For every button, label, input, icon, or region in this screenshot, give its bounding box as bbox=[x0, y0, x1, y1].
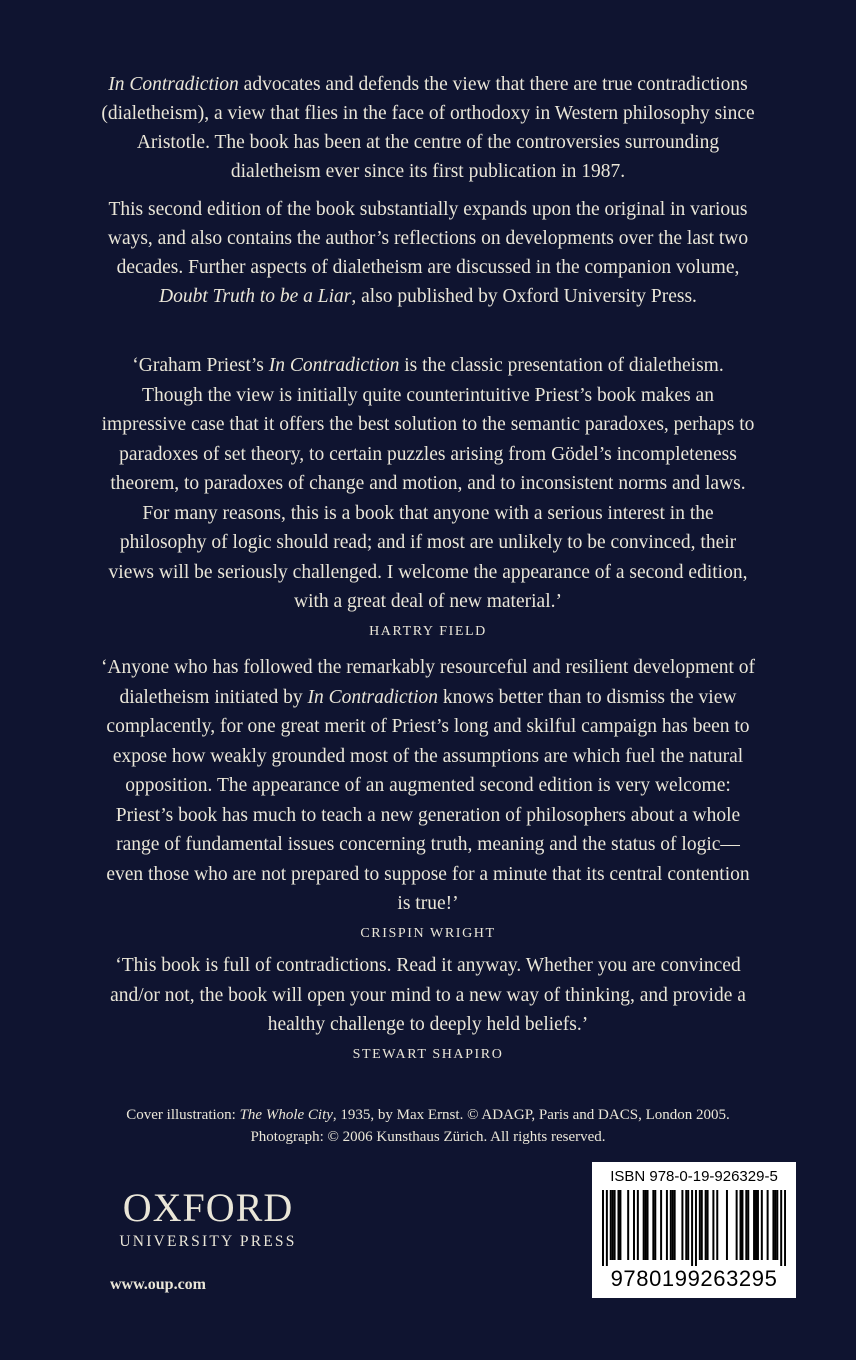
quote-attribution: STEWART SHAPIRO bbox=[352, 1046, 504, 1062]
cover-credits bbox=[100, 1104, 756, 1148]
barcode-bar bbox=[672, 1190, 674, 1260]
barcode-bar bbox=[612, 1190, 614, 1260]
barcode-bar bbox=[745, 1190, 747, 1260]
barcode-bar bbox=[666, 1190, 668, 1260]
barcode-bar bbox=[645, 1190, 647, 1260]
credits-line-2 bbox=[250, 1129, 605, 1145]
barcode-bar bbox=[627, 1190, 629, 1260]
barcode-bar bbox=[736, 1190, 738, 1260]
barcode-bar bbox=[761, 1190, 763, 1260]
barcode-bar bbox=[647, 1190, 649, 1260]
isbn-label: ISBN 978-0-19-926329-5 bbox=[610, 1168, 778, 1185]
text-segment: ‘This book is full of contradictions. Read it anyway. Whether you are convinced and/or not, the book will open your mind to a new way of thinking, and provide a healthy challenge to deeply held beliefs.’ bbox=[110, 955, 746, 1035]
text-segment: advocates and defends the view that there are true contradictions (dialetheism), a view that flies in the face of orthodoxy in Western philosophy since Aristotle. The book has been at the centre of the controversies surrounding dialetheism ever since its first publication in 1987. bbox=[101, 74, 755, 182]
barcode-bar bbox=[701, 1190, 703, 1260]
text-segment: ‘Graham Priest’s bbox=[132, 355, 269, 376]
barcode-bar bbox=[614, 1190, 616, 1260]
review-quote-field bbox=[100, 351, 756, 645]
publisher-logo bbox=[108, 1184, 308, 1252]
blurb-paragraph-2 bbox=[100, 195, 756, 311]
review-quote-shapiro bbox=[100, 951, 756, 1068]
publisher-subtitle: UNIVERSITY PRESS bbox=[119, 1233, 297, 1250]
barcode-bar bbox=[674, 1190, 676, 1260]
barcode-bar bbox=[740, 1190, 742, 1260]
blurb-paragraph-1 bbox=[100, 70, 756, 186]
quote-text bbox=[102, 355, 755, 612]
barcode-bar bbox=[637, 1190, 639, 1260]
text-segment: This second edition of the book substantially expands upon the original in various ways, and also contains the author’s reflections on developments over the last two decades. Further aspects of dialetheism are discussed in the companion volume, bbox=[107, 199, 749, 278]
barcode-bar bbox=[705, 1190, 707, 1260]
barcode-bar bbox=[757, 1190, 759, 1260]
barcode-bar bbox=[780, 1190, 782, 1266]
text-segment: , also published by Oxford University Press. bbox=[351, 286, 697, 307]
quote-text bbox=[110, 955, 746, 1035]
barcode-bar bbox=[660, 1190, 662, 1260]
barcode-bar bbox=[707, 1190, 709, 1260]
barcode-bar bbox=[619, 1190, 621, 1260]
ean-digits: 9780199263295 bbox=[610, 1266, 778, 1291]
quote-attribution: HARTRY FIELD bbox=[369, 623, 487, 639]
barcode-bar bbox=[716, 1190, 718, 1260]
barcode-bar bbox=[654, 1190, 656, 1260]
italic-title-text: Doubt Truth to be a Liar bbox=[159, 286, 352, 307]
text-segment: knows better than to dismiss the view complacently, for one great merit of Priest’s long and skilful campaign has been to expose how weakly grounded most of the assumptions are which fuel the natural opposition. The appearance of an augmented second edition is very welcome: Priest’s book has much to teach a new generation of philosophers about a whole range of fundamental issues concerning truth, meaning and the status of logic—even those who are not prepared to suppose for a minute that its central contention is true!’ bbox=[106, 686, 750, 914]
text-segment: , 1935, by Max Ernst. © ADAGP, Paris and DACS, London 2005. bbox=[332, 1107, 730, 1123]
quote-text bbox=[101, 657, 755, 914]
barcode-bar bbox=[726, 1190, 728, 1260]
isbn-barcode bbox=[592, 1162, 796, 1298]
text-segment: Photograph: © 2006 Kunsthaus Zürich. All rights reserved. bbox=[250, 1129, 606, 1145]
barcode-bar bbox=[610, 1190, 612, 1260]
publisher-name: OXFORD bbox=[122, 1185, 294, 1230]
barcode-bar bbox=[767, 1190, 769, 1260]
italic-title-text: In Contradiction bbox=[108, 74, 239, 95]
italic-title-text: In Contradiction bbox=[307, 686, 439, 708]
barcode-bar bbox=[606, 1190, 608, 1266]
barcode-bar bbox=[617, 1190, 619, 1260]
barcode-bar bbox=[685, 1190, 687, 1260]
review-quote-wright bbox=[100, 653, 756, 947]
barcode-bar bbox=[670, 1190, 672, 1260]
barcode-bar bbox=[784, 1190, 786, 1266]
barcode-bar bbox=[747, 1190, 749, 1260]
barcode-bar bbox=[774, 1190, 776, 1260]
barcode-bar bbox=[681, 1190, 683, 1260]
barcode-bar bbox=[695, 1190, 697, 1266]
barcode-bar bbox=[602, 1190, 604, 1266]
barcode-bar bbox=[687, 1190, 689, 1260]
barcode-bar bbox=[652, 1190, 654, 1260]
italic-title-text: In Contradiction bbox=[268, 355, 400, 376]
barcode-bar bbox=[753, 1190, 755, 1260]
barcode-bars bbox=[602, 1190, 786, 1266]
barcode-bar bbox=[712, 1190, 714, 1260]
text-segment: ‘Anyone who has followed the remarkably resourceful and resilient development of dialetheism initiated by bbox=[100, 657, 756, 708]
barcode-bar bbox=[741, 1190, 743, 1260]
text-segment: is the classic presentation of dialetheism. Though the view is initially quite counterintuitive Priest’s book makes an impressive case that it offers the best solution to the semantic paradoxes, perhaps to paradoxes of set theory, to certain puzzles arising from Gödel’s incompleteness theorem, to paradoxes of change and motion, and to inconsistent norms and laws. For many reasons, this is a book that anyone with a serious interest in the philosophy of logic should read; and if most are unlikely to be convinced, their views will be seriously challenged. I welcome the appearance of a second edition, with a great deal of new material.’ bbox=[101, 355, 755, 612]
barcode-bar bbox=[633, 1190, 635, 1260]
barcode-bar bbox=[755, 1190, 757, 1260]
text-segment: Cover illustration: bbox=[126, 1107, 240, 1123]
credits-line-1 bbox=[126, 1107, 729, 1123]
italic-title-text: The Whole City bbox=[239, 1107, 333, 1123]
barcode-bar bbox=[776, 1190, 778, 1260]
publisher-website: www.oup.com bbox=[110, 1276, 207, 1293]
barcode-bar bbox=[699, 1190, 701, 1260]
barcode-bar bbox=[772, 1190, 774, 1260]
barcode-bar bbox=[691, 1190, 693, 1266]
barcode-bar bbox=[643, 1190, 645, 1260]
quote-attribution: CRISPIN WRIGHT bbox=[360, 925, 496, 941]
